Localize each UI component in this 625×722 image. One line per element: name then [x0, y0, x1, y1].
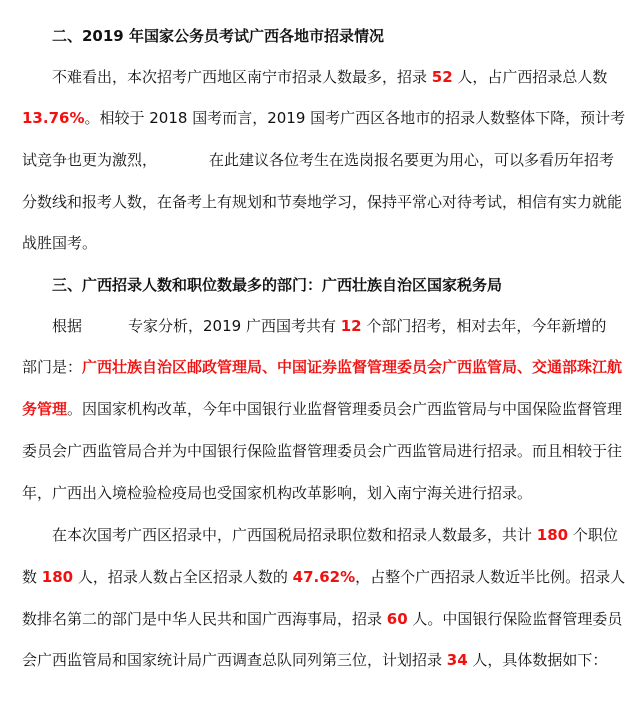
- highlighted-text: 180: [536, 526, 569, 544]
- text-segment: 人。中国银行保险监督管理委员: [407, 610, 623, 628]
- text-segment: 试竞争也更为激烈，: [22, 151, 158, 169]
- highlighted-text: 52: [431, 68, 453, 86]
- text-line: [22, 566, 625, 588]
- text-line: [22, 398, 623, 420]
- text-segment: 年，广西出入境检验检疫局也受国家机构改革影响，划入南宁海关进行招录。: [22, 484, 533, 502]
- highlighted-text: 广西壮族自治区邮政管理局、中国证券监督管理委员会广西监管局、交通部珠江航: [82, 358, 623, 376]
- text-line: [22, 232, 582, 254]
- section-2-heading: 二、2019 年国家公务员考试广西各地市招录情况: [52, 27, 384, 45]
- text-segment: ，占整个广西招录人数近半比例。招录人: [355, 568, 625, 586]
- highlighted-text: 12: [340, 317, 362, 335]
- text-line: [22, 149, 615, 171]
- text-line: [22, 107, 625, 129]
- text-segment: 人，具体数据如下：: [467, 651, 608, 669]
- text-segment: 委员会广西监管局合并为中国银行保险监督管理委员会广西监管局进行招录。而且相较于往: [22, 442, 623, 460]
- text-line: [22, 191, 623, 213]
- text-segment: 分数线和报考人数，在备考上有规划和节奏地学习，保持平常心对待考试，相信有实力就能: [22, 193, 623, 211]
- text-segment: 。相较于 2018 国考而言，2019 国考广西区各地市的招录人数整体下降，预计考: [84, 109, 625, 127]
- highlighted-text: 47.62%: [292, 568, 356, 586]
- text-segment: 人，占广西招录总人数: [452, 68, 608, 86]
- text-segment: 个部门招考，相对去年，今年新增的: [361, 317, 607, 335]
- text-segment: 数排名第二的部门是中华人民共和国广西海事局，招录: [22, 610, 387, 628]
- text-line: [22, 608, 623, 630]
- text-segment: 会广西监管局和国家统计局广西调查总队同列第三位，计划招录: [22, 651, 447, 669]
- text-line: [22, 440, 623, 462]
- text-segment: 数: [22, 568, 42, 586]
- text-line: [52, 524, 618, 546]
- text-segment: 不难看出，本次招考广西地区南宁市招录人数最多，招录: [52, 68, 432, 86]
- text-segment: 人，招录人数占全区招录人数的: [73, 568, 293, 586]
- highlighted-text: 13.76%: [22, 109, 85, 127]
- text-segment: 在本次国考广西区招录中，广西国税局招录职位数和招录人数最多，共计: [52, 526, 537, 544]
- text-segment: 战胜国考。: [22, 234, 98, 252]
- text-segment: 部门是：: [22, 358, 83, 376]
- highlighted-text: 60: [386, 610, 408, 628]
- highlighted-text: 务管理: [22, 400, 68, 418]
- highlighted-text: 180: [41, 568, 74, 586]
- highlighted-text: 34: [446, 651, 468, 669]
- text-segment: 专家分析，2019 广西国考共有: [128, 317, 341, 335]
- text-line: [22, 649, 608, 671]
- text-line: [22, 482, 582, 504]
- text-segment: 。因国家机构改革，今年中国银行业监督管理委员会广西监管局与中国保险监督管理: [67, 400, 623, 418]
- text-segment: 根据: [52, 317, 83, 335]
- text-line: [52, 66, 612, 88]
- section-3-heading: 三、广西招录人数和职位数最多的部门：广西壮族自治区国家税务局: [52, 276, 503, 294]
- text-line: [22, 356, 623, 378]
- text-line: [52, 315, 612, 337]
- text-segment: 个职位: [568, 526, 618, 544]
- text-segment: 在此建议各位考生在选岗报名要更为用心，可以多看历年招考: [209, 151, 615, 169]
